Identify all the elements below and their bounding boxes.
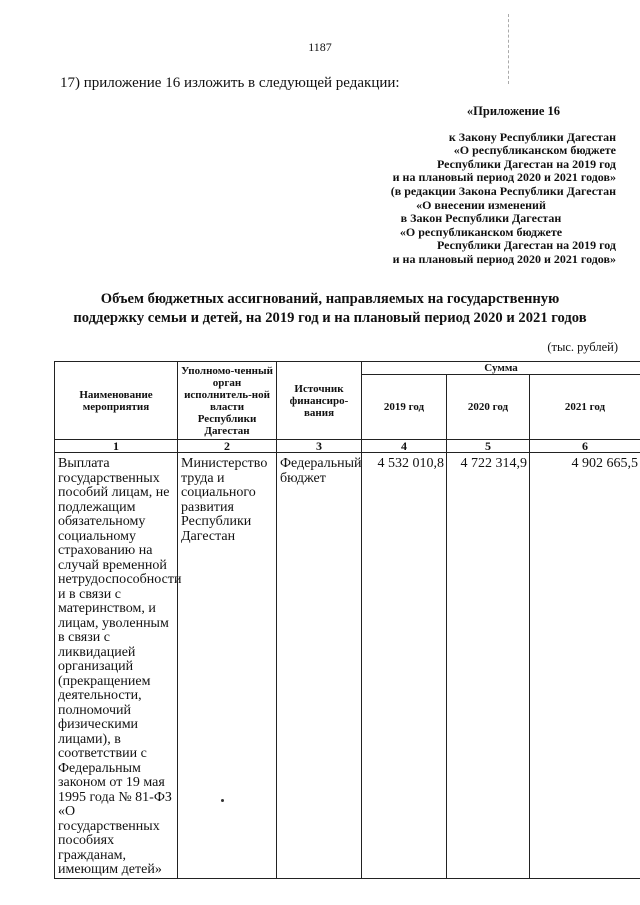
header-activity: Наименование мероприятия [55,362,178,440]
document-title [40,290,620,328]
column-number: 4 [362,440,447,453]
unit-note: (тыс. рублей) [547,340,618,354]
header-sum: Сумма [362,362,640,375]
appendix-line: и на плановый период 2020 и 2021 годов» [392,251,616,266]
column-number: 6 [530,440,640,453]
appendix-line: «О республиканском бюджете [453,143,616,158]
header-authority: Уполномо-ченный орган исполнитель-ной власти Республики Дагестан [178,362,277,440]
column-number: 3 [277,440,362,453]
cell-authority: Министерство труда и социального развития Республики Дагестан [178,453,277,879]
appendix-line: «О республиканском бюджете [399,224,563,239]
cell-amount-2020: 4 722 314,9 [447,453,530,879]
cell-amount-2019: 4 532 010,8 [362,453,447,879]
table-row [55,453,640,879]
appendix-line: Республики Дагестан на 2019 год [437,156,616,171]
appendix-line: (в редакции Закона Республики Дагестан [390,183,616,198]
intro-text: 17) приложение 16 изложить в следующей редакции: [60,75,400,91]
column-number: 2 [178,440,277,453]
header-year-2019: 2019 год [362,375,447,440]
appendix-block [316,105,616,267]
header-year-2021: 2021 год [530,375,640,440]
header-year-2020: 2020 год [447,375,530,440]
cell-source: Федеральный бюджет [277,453,362,879]
appendix-heading: «Приложение 16 [466,104,560,118]
appendix-line: Республики Дагестан на 2019 год [437,238,616,253]
document-title-line: Объем бюджетных ассигнований, направляемых на государственную [100,291,560,307]
appendix-line: к Закону Республики Дагестан [448,129,616,144]
appendix-line: и на плановый период 2020 и 2021 годов» [392,170,616,185]
document-title-line: поддержку семьи и детей, на 2019 год и на плановый период 2020 и 2021 годов [73,310,587,326]
cell-amount-2021: 4 902 665,5 [530,453,640,879]
appendix-line: в Закон Республики Дагестан [400,211,562,226]
appendix-line: «О внесении изменений [416,197,546,212]
cell-activity: Выплата государственных пособий лицам, не подлежащим обязательному социальному страхованию на случай временной нетрудоспособности и в связи с материнством, и лицам, уволенным в связи с ликвидацией организаций (прекращением деятельности, полномочий физическими лицами), в соответствии с Федеральным законом от 19 мая 1995 года № 81-ФЗ «О государственных пособиях гражданам, имеющим детей» [55,453,178,879]
page-number: 1187 [308,40,332,54]
budget-table [54,361,640,879]
column-number: 5 [447,440,530,453]
header-source: Источник финансиро-вания [277,362,362,440]
column-number: 1 [55,440,178,453]
stray-dot [221,799,224,802]
